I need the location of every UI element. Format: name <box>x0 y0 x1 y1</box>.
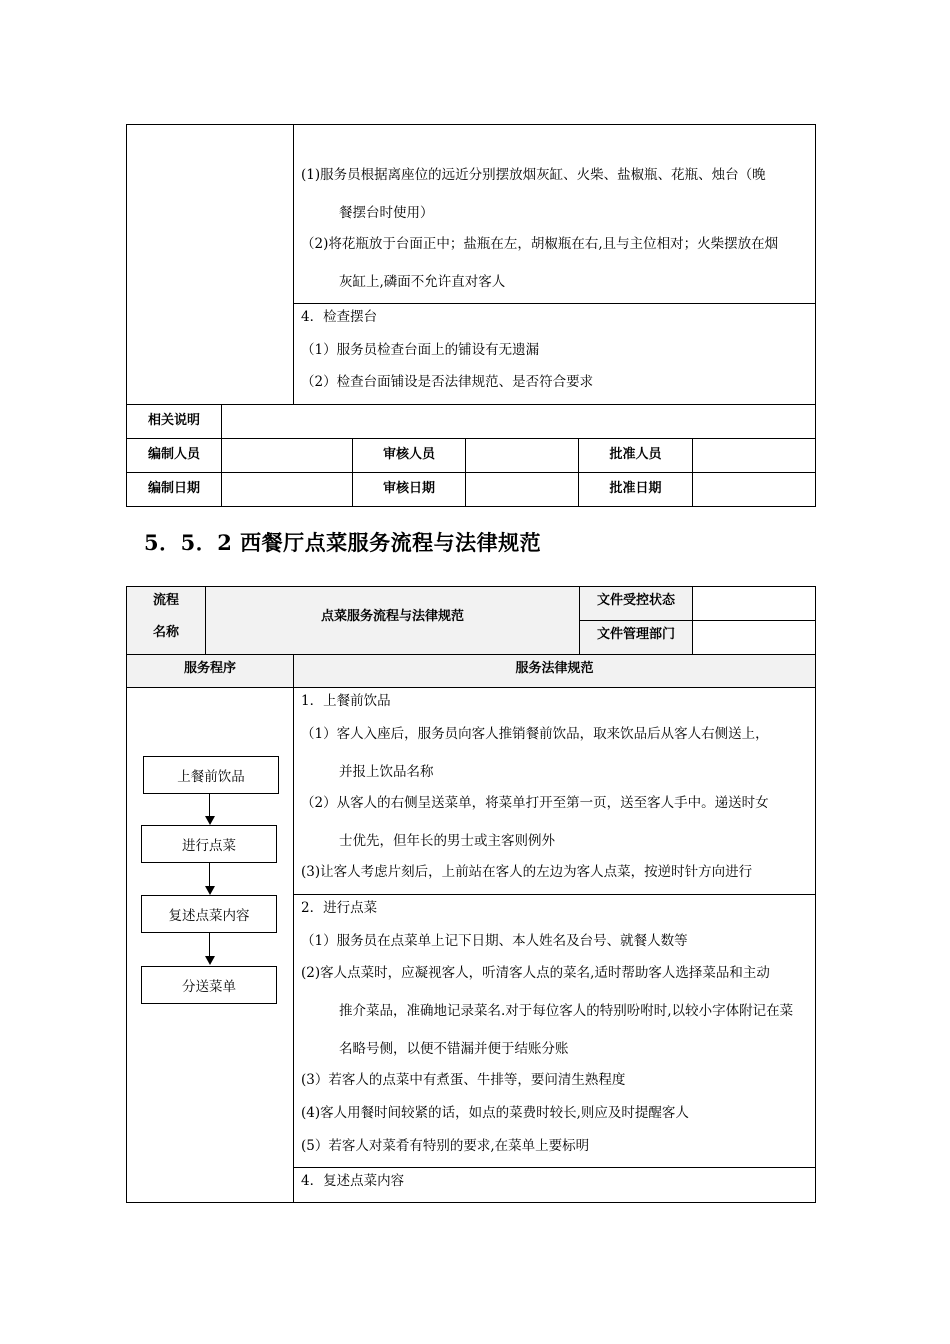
s2-title: 2．进行点菜 <box>301 900 378 916</box>
step4-item2: （2）检查台面铺设是否法律规范、是否符合要求 <box>301 374 594 390</box>
step4-title: 4．检查摆台 <box>301 309 378 325</box>
arrowhead-icon <box>205 816 215 825</box>
section-heading: 5．5．2 西餐厅点菜服务流程与法律规范 <box>144 530 542 555</box>
step3-item2-line1: （2)将花瓶放于台面正中；盐瓶在左，胡椒瓶在右,且与主位相对；火柴摆放在烟 <box>301 236 779 252</box>
file-dept-label: 文件管理部门 <box>596 627 675 642</box>
col-service-program: 服务程序 <box>183 661 236 676</box>
s2-item1: （1）服务员在点菜单上记下日期、本人姓名及台号、就餐人数等 <box>301 933 688 949</box>
approve-date-label: 批准日期 <box>609 481 662 496</box>
arrowhead-icon <box>205 956 215 965</box>
process-name-value: 点菜服务流程与法律规范 <box>320 609 464 624</box>
approver-label: 批准人员 <box>609 447 662 462</box>
arrowhead-icon <box>205 886 215 895</box>
step4-item1: （1）服务员检查台面上的铺设有无遗漏 <box>301 342 540 358</box>
s2-item5: (5）若客人对菜肴有特别的要求,在菜单上要标明 <box>301 1138 590 1154</box>
s1-title: 1．上餐前饮品 <box>301 693 391 709</box>
file-control-label: 文件受控状态 <box>596 593 675 608</box>
s1-item1-line2: 并报上饮品名称 <box>339 764 434 780</box>
step3-item2-line2: 灰缸上,磷面不允许直对客人 <box>339 274 506 290</box>
s2-item2-line3: 名略号侧，以便不错漏并便于结账分账 <box>339 1041 569 1057</box>
s2-item2-line2: 推介菜品，准确地记录菜名.对于每位客人的特别吩咐时,以较小字体附记在菜 <box>339 1003 794 1019</box>
col-service-norms: 服务法律规范 <box>515 661 594 676</box>
step3-item1-line1: (1)服务员根据离座位的远近分别摆放烟灰缸、火柴、盐椒瓶、花瓶、烛台（晚 <box>301 167 766 183</box>
process-name-label-line1: 流程 <box>152 593 179 608</box>
s2-item3: (3）若客人的点菜中有煮蛋、牛排等，要问清生熟程度 <box>301 1072 626 1088</box>
s1-item3: (3)让客人考虑片刻后，上前站在客人的左边为客人点菜，按逆时针方向进行 <box>301 864 753 880</box>
s1-item2-line2: 士优先，但年长的男士或主客则例外 <box>339 833 555 849</box>
process-name-label-line2: 名称 <box>152 625 179 640</box>
review-date-label: 审核日期 <box>382 481 435 496</box>
editor-label: 编制人员 <box>147 447 200 462</box>
s1-item2-line1: （2）从客人的右侧呈送菜单，将菜单打开至第一页，送至客人手中。递送时女 <box>301 795 769 811</box>
edit-date-label: 编制日期 <box>147 481 200 496</box>
flow-step-take-order: 进行点菜 <box>141 825 277 863</box>
s2-item4: (4)客人用餐时间较紧的话，如点的菜费时较长,则应及时提醒客人 <box>301 1105 689 1121</box>
flow-arrow <box>209 933 210 957</box>
s1-item1-line1: （1）客人入座后，服务员向客人推销餐前饮品，取来饮品后从客人右侧送上， <box>301 726 769 742</box>
flow-arrow <box>209 863 210 887</box>
flow-step-pre-meal-drinks: 上餐前饮品 <box>143 756 279 794</box>
s4-title: 4．复述点菜内容 <box>301 1173 405 1189</box>
step3-item1-line2: 餐摆台时使用） <box>339 205 434 221</box>
flow-step-repeat-order: 复述点菜内容 <box>141 895 277 933</box>
reviewer-label: 审核人员 <box>382 447 435 462</box>
related-label: 相关说明 <box>147 413 200 428</box>
flow-arrow <box>209 794 210 817</box>
flow-step-distribute-menu: 分送菜单 <box>141 966 277 1004</box>
s2-item2-line1: (2)客人点菜时，应凝视客人，听清客人点的菜名,适时帮助客人选择菜品和主动 <box>301 965 770 981</box>
